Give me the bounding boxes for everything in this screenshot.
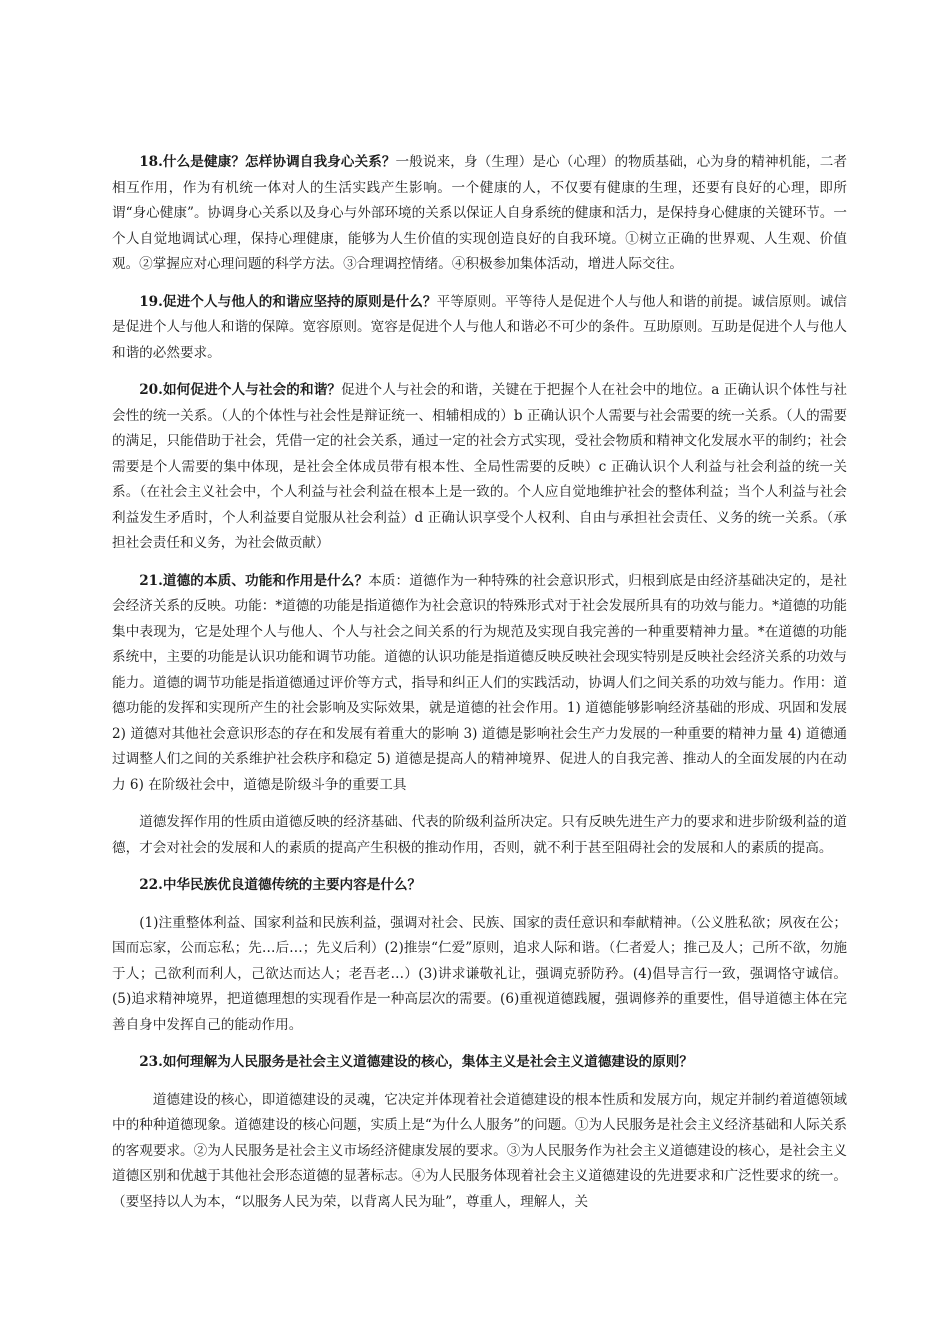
heading-22: 22.中华民族优良道德传统的主要内容是什么？ [139,877,422,893]
body-22: (1)注重整体利益、国家利益和民族利益，强调对社会、民族、国家的责任意识和奉献精神。（公义胜私欲；夙夜在公；国而忘家，公而忘私；先…后…；先义后利）(2)推崇“仁爱”原则，追求人际和谐。（仁者爱人；推己及人；己所不欲，勿施于人；己欲利而利人，己欲达而达人；老吾老…）(3)讲求谦敬礼让，强调克骄防矜。(4)倡导言行一致，强调恪守诚信。(5)追求精神境界，把道德理想的实现看作是一种高层次的需要。(6)重视道德践履，强调修养的重要性，倡导道德主体在完善自身中发挥自己的能动作用。 [112,914,847,1033]
answer-20: 促进个人与社会的和谐，关键在于把握个人在社会中的地位。a 正确认识个体性与社会性的统一关系。（人的个体性与社会性是辩证统一、相辅相成的）b 正确认识个人需要与社会需要的统一关系。（人的需要的满足，只能借助于社会，凭借一定的社会关系，通过一定的社会方式实现，受社会物质和精神文化发展水平的制约；社会需要是个人需要的集中体现，是社会全体成员带有根本性、全局性需要的反映）c 正确认识个人利益与社会利益的统一关系。（在社会主义社会中，个人利益与社会利益在根本上是一致的。个人应自觉地维护社会的整体利益；当个人利益与社会利益发生矛盾时，个人利益要自觉服从社会利益）d 正确认识享受个人权利、自由与承担社会责任、义务的统一关系。（承担社会责任和义务，为社会做贡献） [112,382,847,551]
question-20: 20.如何促进个人与社会的和谐？ [139,382,342,398]
document-page [112,150,847,1227]
body-23: 道德建设的核心，即道德建设的灵魂，它决定并体现着社会道德建设的根本性质和发展方向，规定并制约着道德领域中的种种道德现象。道德建设的核心问题，实质上是“为什么人服务”的问题。①为人民服务是社会主义经济基础和人际关系的客观要求。②为人民服务是社会主义市场经济健康发展的要求。③为人民服务作为社会主义道德建设的核心，是社会主义道德区别和优越于其他社会形态道德的显著标志。④为人民服务体现着社会主义道德建设的先进要求和广泛性要求的统一。（要坚持以人为本，“以服务人民为荣，以背离人民为耻”，尊重人，理解人，关 [112,1091,847,1210]
paragraph-moral-role: 道德发挥作用的性质由道德反映的经济基础、代表的阶级利益所决定。只有反映先进生产力的要求和进步阶级利益的道德，才会对社会的发展和人的素质的提高产生积极的推动作用，否则，就不利于甚至阻碍社会的发展和人的素质的提高。 [112,814,847,856]
question-18: 18.什么是健康？怎样协调自我身心关系？ [139,154,396,170]
section-19 [112,290,847,367]
heading-23: 23.如何理解为人民服务是社会主义道德建设的核心，集体主义是社会主义道德建设的原则？ [139,1054,693,1070]
section-21 [112,569,847,799]
question-19: 19.促进个人与他人的和谐应坚持的原则是什么？ [139,293,437,310]
answer-19: 平等原则。平等待人是促进个人与他人和谐的前提。诚信原则。诚信是促进个人与他人和谐的保障。宽容原则。宽容是促进个人与他人和谐必不可少的条件。互助原则。互助是促进个人与他人和谐的必然要求。 [112,293,847,361]
section-18 [112,150,847,278]
section-20 [112,378,847,557]
answer-21: 本质：道德作为一种特殊的社会意识形式，归根到底是由经济基础决定的，是社会经济关系的反映。功能：*道德的功能是指道德作为社会意识的特殊形式对于社会发展所具有的功效与能力。*道德的功能集中表现为，它是处理个人与他人、个人与社会之间关系的行为规范及实现自我完善的一种重要精神力量。*在道德的功能系统中，主要的功能是认识功能和调节功能。道德的认识功能是指道德反映反映社会现实特别是反映社会经济关系的功效与能力。道德的调节功能是指道德通过评价等方式，指导和纠正人们的实践活动，协调人们之间关系的功效与能力。作用：道德功能的发挥和实现所产生的社会影响及实际效果，就是道德的社会作用。1) 道德能够影响经济基础的形成、巩固和发展 2) 道德对其他社会意识形态的存在和发展有着重大的影响 3) 道德是影响社会生产力发展的一种重要的精神力量 4) 道德通过调整人们之间的关系维护社会秩序和稳定 5) 道德是提高人的精神境界、促进人的自我完善、推动人的全面发展的内在动力 6) 在阶级社会中，道德是阶级斗争的重要工具 [112,572,848,793]
question-21: 21.道德的本质、功能和作用是什么？ [139,572,369,589]
answer-18: 一般说来，身（生理）是心（心理）的物质基础，心为身的精神机能，二者相互作用，作为有机统一体对人的生活实践产生影响。一个健康的人，不仅要有健康的生理，还要有良好的心理，即所谓“身心健康”。协调身心关系以及身心与外部环境的关系以保证人自身系统的健康和活力，是保持身心健康的关键环节。一个人自觉地调试心理，保持心理健康，能够为人生价值的实现创造良好的自我环境。①树立正确的世界观、人生观、价值观。②掌握应对心理问题的科学方法。③合理调控情绪。④积极参加集体活动，增进人际交往。 [112,154,847,272]
